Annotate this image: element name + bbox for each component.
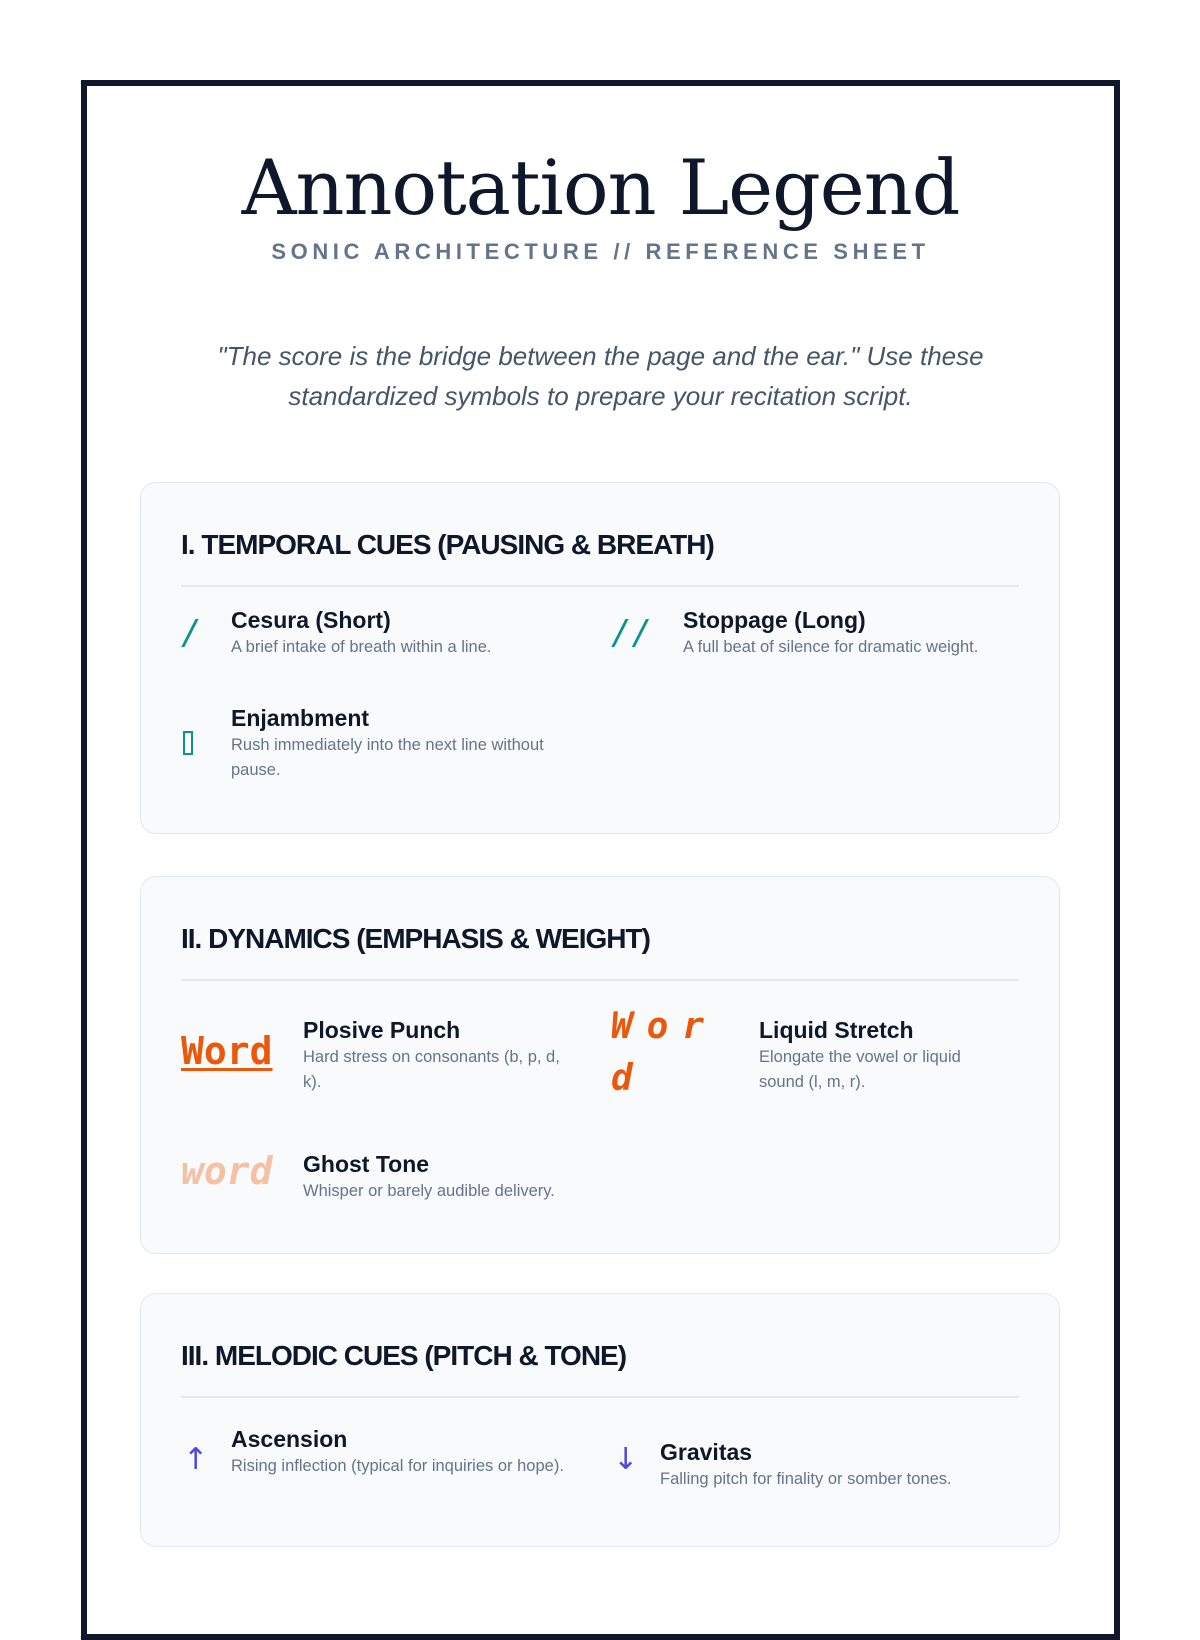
- item-description: Hard stress on consonants (b, p, d, k).: [303, 1048, 560, 1091]
- item-name: Ghost Tone: [303, 1151, 430, 1177]
- intro-quote: "The score is the bridge between the page and the ear." Use these standardized symbols to prepare your recitation script.: [217, 341, 984, 411]
- section-temporal-cues: [140, 482, 1060, 834]
- underlined-word-icon: Word: [181, 1029, 273, 1073]
- faded-word-icon: word: [181, 1149, 273, 1193]
- section-title: II. DYNAMICS (EMPHASIS & WEIGHT): [181, 923, 650, 954]
- single-slash-icon: /: [181, 613, 202, 653]
- section-title: I. TEMPORAL CUES (PAUSING & BREATH): [181, 529, 714, 560]
- section-divider: [181, 585, 1019, 587]
- double-slash-icon: //: [611, 613, 652, 653]
- item-description: Elongate the vowel or liquid sound (l, m, r).: [759, 1048, 961, 1091]
- item-name: Plosive Punch: [303, 1017, 461, 1043]
- legend-item-stoppage: [683, 605, 1043, 660]
- arrow-up-icon: ↑: [183, 1442, 209, 1477]
- item-name: Stoppage (Long): [683, 607, 866, 633]
- item-name: Ascension: [231, 1426, 348, 1452]
- legend-item-cesura: [231, 605, 591, 660]
- item-description: Falling pitch for finality or somber tones.: [660, 1470, 952, 1488]
- section-melodic-cues: [140, 1293, 1060, 1547]
- page-subtitle: SONIC ARCHITECTURE // REFERENCE SHEET: [271, 239, 930, 264]
- item-description: Rush immediately into the next line without pause.: [231, 736, 544, 779]
- legend-item-gravitas: [660, 1437, 1020, 1492]
- item-name: Liquid Stretch: [759, 1017, 914, 1043]
- section-title: III. MELODIC CUES (PITCH & TONE): [181, 1340, 627, 1371]
- stretched-word-icon: Word: [611, 1006, 719, 1099]
- legend-item-ascension: [231, 1424, 571, 1479]
- item-description: Whisper or barely audible delivery.: [303, 1182, 555, 1200]
- item-name: Cesura (Short): [231, 607, 391, 633]
- legend-item-plosive-punch: [303, 1015, 573, 1095]
- enjambment-bracket-icon: [183, 731, 193, 755]
- section-divider: [181, 979, 1019, 981]
- legend-item-ghost-tone: [303, 1149, 623, 1204]
- item-name: Gravitas: [660, 1439, 753, 1465]
- item-description: A full beat of silence for dramatic weight.: [683, 638, 979, 656]
- item-description: Rising inflection (typical for inquiries or hope).: [231, 1457, 564, 1475]
- arrow-down-icon: ↓: [613, 1442, 639, 1477]
- section-dynamics: [140, 876, 1060, 1254]
- page-title: Annotation Legend: [241, 143, 960, 232]
- item-name: Enjambment: [231, 705, 370, 731]
- section-divider: [181, 1396, 1019, 1398]
- item-description: A brief intake of breath within a line.: [231, 638, 492, 656]
- legend-sheet: [81, 80, 1120, 1640]
- legend-item-liquid-stretch: [759, 1015, 999, 1095]
- legend-item-enjambment: [231, 703, 581, 783]
